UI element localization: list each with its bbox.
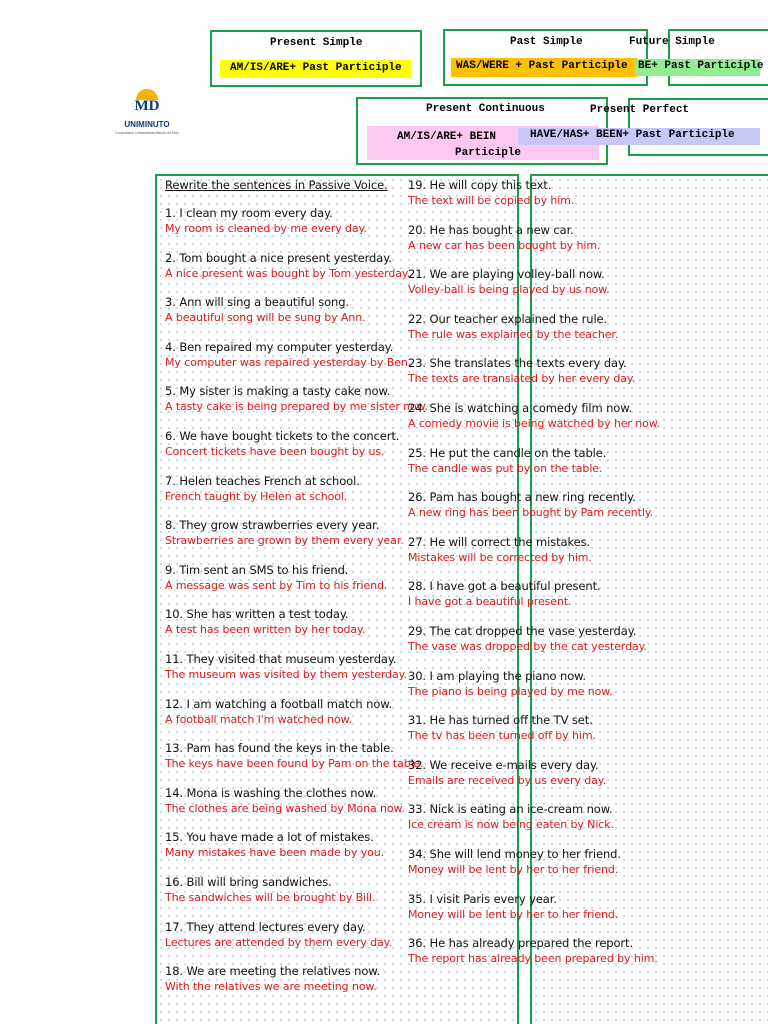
- exercise-answer: The tv has been turned off by him.: [408, 729, 596, 743]
- exercise-answer: The vase was dropped by the cat yesterday.: [408, 640, 647, 653]
- exercise-sentence: 12. I am watching a football match now.: [165, 696, 393, 711]
- exercise-answer: A nice present was bought by Tom yesterday.: [165, 266, 411, 280]
- present-perfect-formula: HAVE/HAS+ BEEN+ Past Participle: [518, 128, 760, 145]
- exercise-answer: A new ring has been bought by Pam recently.: [408, 506, 654, 520]
- exercise-sentence: 26. Pam has bought a new ring recently.: [408, 490, 636, 505]
- exercise-sentence: 7. Helen teaches French at school.: [165, 473, 360, 488]
- logo-initials: MD: [134, 98, 160, 114]
- present-perfect-title: Present Perfect: [590, 104, 690, 116]
- exercise-answer: Many mistakes have been made by you.: [165, 846, 385, 860]
- exercise-answer: A tasty cake is being prepared by me sister now.: [165, 400, 428, 414]
- exercise-answer: The report has already been prepared by him.: [408, 952, 658, 966]
- exercise-answer: Lectures are attended by them every day.: [165, 935, 392, 949]
- exercise-sentence: 4. Ben repaired my computer yesterday.: [165, 339, 394, 354]
- exercise-sentence: 21. We are playing volley-ball now.: [408, 267, 605, 282]
- exercise-sentence: 31. He has turned off the TV set.: [408, 713, 593, 728]
- exercise-sentence: 18. We are meeting the relatives now.: [165, 964, 381, 979]
- exercise-sentence: 24. She is watching a comedy film now.: [408, 401, 633, 415]
- exercise-answer: With the relatives we are meeting now.: [165, 980, 377, 994]
- exercise-sentence: 20. He has bought a new car.: [408, 222, 574, 237]
- exercise-answer: The keys have been found by Pam on the table.: [165, 757, 424, 771]
- exercise-sentence: 35. I visit Paris every year.: [408, 891, 557, 906]
- exercise-sentence: 8. They grow strawberries every year.: [165, 518, 380, 533]
- exercise-sentence: 29. The cat dropped the vase yesterday.: [408, 624, 637, 638]
- exercise-answer: The clothes are being washed by Mona now.: [165, 801, 405, 815]
- present-continuous-formula-line2: Participle: [455, 147, 522, 159]
- exercise-answer: The text will be copied by him.: [408, 194, 575, 207]
- present-continuous-title: Present Continuous: [426, 103, 545, 115]
- exercise-sentence: 32. We receive e-mails every day.: [408, 757, 599, 772]
- exercise-answer: A comedy movie is being watched by her now.: [408, 417, 661, 430]
- exercise-answer: Emails are received by us every day.: [408, 773, 607, 787]
- exercise-sentence: 3. Ann will sing a beautiful song.: [165, 295, 349, 310]
- exercise-sentence: 27. He will correct the mistakes.: [408, 534, 591, 549]
- exercise-answer: The piano is being played by me now.: [408, 684, 613, 698]
- exercise-answer: The rule was explained by the teacher.: [408, 327, 619, 341]
- exercise-sentence: 16. Bill will bring sandwiches.: [165, 875, 332, 889]
- exercise-answer: Money will be lent by her to her friend.: [408, 863, 619, 876]
- exercise-answer: I have got a beautiful present.: [408, 595, 572, 609]
- present-simple-formula: AM/IS/ARE+ Past Participle: [220, 60, 411, 78]
- logo-name: UNIMINUTO: [124, 120, 170, 129]
- exercise-answer: Volley-ball is being played by us now.: [408, 283, 610, 297]
- exercise-sentence: 6. We have bought tickets to the concert.: [165, 429, 400, 443]
- exercise-answer: My computer was repaired yesterday by Ben.: [165, 355, 412, 369]
- exercise-sentence: 25. He put the candle on the table.: [408, 445, 607, 460]
- future-simple-formula: BE+ Past Participle: [635, 59, 760, 76]
- exercise-answer: My room is cleaned by me every day.: [165, 222, 367, 235]
- exercise-sentence: 10. She has written a test today.: [165, 607, 349, 622]
- exercise-answer: Concert tickets have been bought by us.: [165, 445, 385, 458]
- exercise-answer: Money will be lent by her to her friend.: [408, 907, 619, 921]
- exercise-sentence: 30. I am playing the piano now.: [408, 668, 586, 683]
- exercise-answer: The sandwiches will be brought by Bill.: [165, 891, 376, 904]
- past-simple-title: Past Simple: [510, 36, 583, 48]
- exercise-answer: The candle was put by on the table.: [408, 461, 603, 475]
- exercise-answer: A new car has been bought by him.: [408, 238, 601, 252]
- exercise-answer: French taught by Helen at school.: [165, 489, 348, 503]
- exercise-sentence: 23. She translates the texts every day.: [408, 356, 627, 371]
- exercise-sentence: 15. You have made a lot of mistakes.: [165, 830, 374, 845]
- exercise-answer: Mistakes will be corrected by him.: [408, 550, 592, 564]
- exercise-answer: A test has been written by her today.: [165, 623, 366, 637]
- exercise-sentence: 36. He has already prepared the report.: [408, 936, 634, 951]
- exercise-answer: A beautiful song will be sung by Ann.: [165, 311, 366, 325]
- logo-tagline: Corporación Universitaria Minuto de Dios: [115, 131, 179, 135]
- future-simple-title: Future Simple: [629, 36, 715, 48]
- exercise-answer: A football match I'm watched now.: [165, 712, 352, 726]
- exercise-sentence: 9. Tim sent an SMS to his friend.: [165, 562, 349, 577]
- exercise-answer: A message was sent by Tim to his friend.: [165, 578, 388, 592]
- exercise-sentence: 1. I clean my room every day.: [165, 206, 333, 220]
- exercise-sentence: 28. I have got a beautiful present.: [408, 579, 601, 594]
- exercise-sentence: 22. Our teacher explained the rule.: [408, 311, 608, 326]
- exercise-answer: Strawberries are grown by them every year.: [165, 534, 404, 548]
- exercise-sentence: 5. My sister is making a tasty cake now.: [165, 384, 391, 399]
- exercise-sentence: 19. He will copy this text.: [408, 178, 552, 192]
- exercise-sentence: 33. Nick is eating an ice-cream now.: [408, 802, 613, 817]
- exercise-sentence: 14. Mona is washing the clothes now.: [165, 785, 377, 800]
- uniminuto-logo: [68, 86, 210, 144]
- present-simple-title: Present Simple: [270, 37, 363, 49]
- past-simple-formula: WAS/WERE + Past Participle: [451, 58, 637, 77]
- exercise-answer: Ice cream is now being eaten by Nick.: [408, 818, 614, 832]
- exercise-answer: The museum was visited by them yesterday.: [165, 668, 407, 681]
- exercise-heading: Rewrite the sentences in Passive Voice.: [165, 178, 388, 192]
- exercise-sentence: 2. Tom bought a nice present yesterday.: [165, 250, 392, 265]
- exercise-answer: The texts are translated by her every day.: [408, 372, 636, 386]
- present-continuous-formula-line1: AM/IS/ARE+ BEIN: [397, 131, 497, 143]
- exercise-sentence: 34. She will lend money to her friend.: [408, 847, 621, 861]
- exercise-sentence: 17. They attend lectures every day.: [165, 919, 366, 934]
- exercise-sentence: 13. Pam has found the keys in the table.: [165, 741, 394, 756]
- exercise-sentence: 11. They visited that museum yesterday.: [165, 652, 397, 666]
